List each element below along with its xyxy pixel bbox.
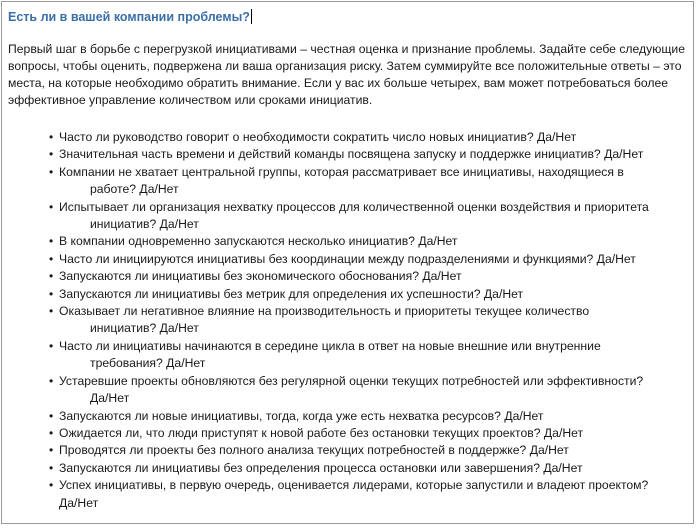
list-item[interactable] bbox=[48, 286, 686, 303]
bullet-icon: • bbox=[49, 286, 54, 301]
question-text-continuation: инициатив? Да/Нет bbox=[90, 321, 199, 336]
bullet-icon: • bbox=[49, 199, 54, 214]
question-text-continuation: инициатив? Да/Нет bbox=[90, 217, 199, 232]
list-item[interactable] bbox=[48, 477, 686, 512]
bullet-icon: • bbox=[49, 147, 54, 162]
bullet-icon: • bbox=[49, 425, 54, 440]
bullet-icon: • bbox=[49, 460, 54, 475]
list-item[interactable] bbox=[48, 199, 686, 234]
bullet-icon: • bbox=[49, 373, 54, 388]
question-text: Часто ли инициируются инициативы без координации между подразделениями и функциями? Да/Нет bbox=[59, 251, 636, 266]
question-text: Часто ли инициативы начинаются в середине цикла в ответ на новые внешние или внутренние bbox=[59, 338, 601, 353]
question-text: Оказывает ли негативное влияние на производительность и приоритеты текущее количество bbox=[59, 304, 590, 319]
heading-text[interactable]: Есть ли в вашей компании проблемы? bbox=[8, 10, 250, 24]
text-cursor bbox=[251, 9, 252, 24]
list-item[interactable] bbox=[48, 460, 686, 477]
question-text: Компании не хватает центральной группы, которая рассматривает все инициативы, находящиеся в bbox=[59, 164, 624, 179]
list-item[interactable] bbox=[48, 442, 686, 459]
intro-paragraph[interactable]: Первый шаг в борьбе с перегрузкой инициативами – честная оценка и признание проблемы. Задайте себе следующие вопросы, чтобы оценить, подвержена ли ваша организация риску. Затем суммируйте все положительные ответы – это места, на которые необходимо обратить внимание. Если у вас их больше четырех, вам может потребоваться более эффективное управление количеством или сроками инициатив. bbox=[8, 42, 686, 107]
bullet-icon: • bbox=[49, 164, 54, 179]
list-item[interactable] bbox=[48, 408, 686, 425]
bullet-icon: • bbox=[49, 304, 54, 319]
question-text: В компании одновременно запускаются несколько инициатив? Да/Нет bbox=[59, 234, 458, 249]
question-text-continuation: работе? Да/Нет bbox=[90, 182, 179, 197]
question-list bbox=[48, 129, 686, 512]
question-text: Успех инициативы, в первую очередь, оценивается лидерами, которые запустили и владеют проектом? bbox=[59, 478, 649, 493]
list-item[interactable] bbox=[48, 303, 686, 338]
list-item[interactable] bbox=[48, 146, 686, 163]
question-text: Запускаются ли инициативы без экономического обоснования? Да/Нет bbox=[59, 269, 462, 284]
document-heading[interactable] bbox=[8, 9, 252, 24]
list-item[interactable] bbox=[48, 129, 686, 146]
question-text-continuation: Да/Нет bbox=[90, 391, 130, 406]
bullet-icon: • bbox=[49, 130, 54, 144]
list-item[interactable] bbox=[48, 251, 686, 268]
bullet-icon: • bbox=[49, 251, 54, 266]
list-item[interactable] bbox=[48, 425, 686, 442]
bullet-icon: • bbox=[49, 338, 54, 353]
bullet-icon: • bbox=[49, 443, 54, 458]
list-item[interactable] bbox=[48, 373, 686, 408]
question-text: Запускаются ли новые инициативы, тогда, когда уже есть нехватка ресурсов? Да/Нет bbox=[59, 408, 544, 423]
question-text: Часто ли руководство говорит о необходимости сократить число новых инициатив? Да/Нет bbox=[59, 130, 577, 144]
list-item[interactable] bbox=[48, 338, 686, 373]
bullet-icon: • bbox=[49, 478, 54, 493]
question-text-continuation: Да/Нет bbox=[59, 495, 99, 510]
question-text: Проводятся ли проекты без полного анализа текущих потребностей в поддержке? Да/Нет bbox=[59, 443, 569, 458]
question-text: Испытывает ли организация нехватку процессов для количественной оценки воздействия и приоритета bbox=[59, 199, 649, 214]
question-text-continuation: требования? Да/Нет bbox=[90, 356, 206, 371]
bullet-icon: • bbox=[49, 234, 54, 249]
list-item[interactable] bbox=[48, 268, 686, 285]
list-item[interactable] bbox=[48, 233, 686, 250]
question-text: Значительная часть времени и действий команды посвящена запуску и поддержке инициатив? Да/Нет bbox=[59, 147, 644, 162]
bullet-icon: • bbox=[49, 269, 54, 284]
question-text: Ожидается ли, что люди приступят к новой работе без остановки текущих проектов? Да/Нет bbox=[59, 425, 584, 440]
list-item[interactable] bbox=[48, 164, 686, 199]
question-text: Устаревшие проекты обновляются без регулярной оценки текущих потребностей или эффективности? bbox=[59, 373, 644, 388]
bullet-icon: • bbox=[49, 408, 54, 423]
question-text: Запускаются ли инициативы без определения процесса остановки или завершения? Да/Нет bbox=[59, 460, 583, 475]
question-text: Запускаются ли инициативы без метрик для определения их успешности? Да/Нет bbox=[59, 286, 524, 301]
